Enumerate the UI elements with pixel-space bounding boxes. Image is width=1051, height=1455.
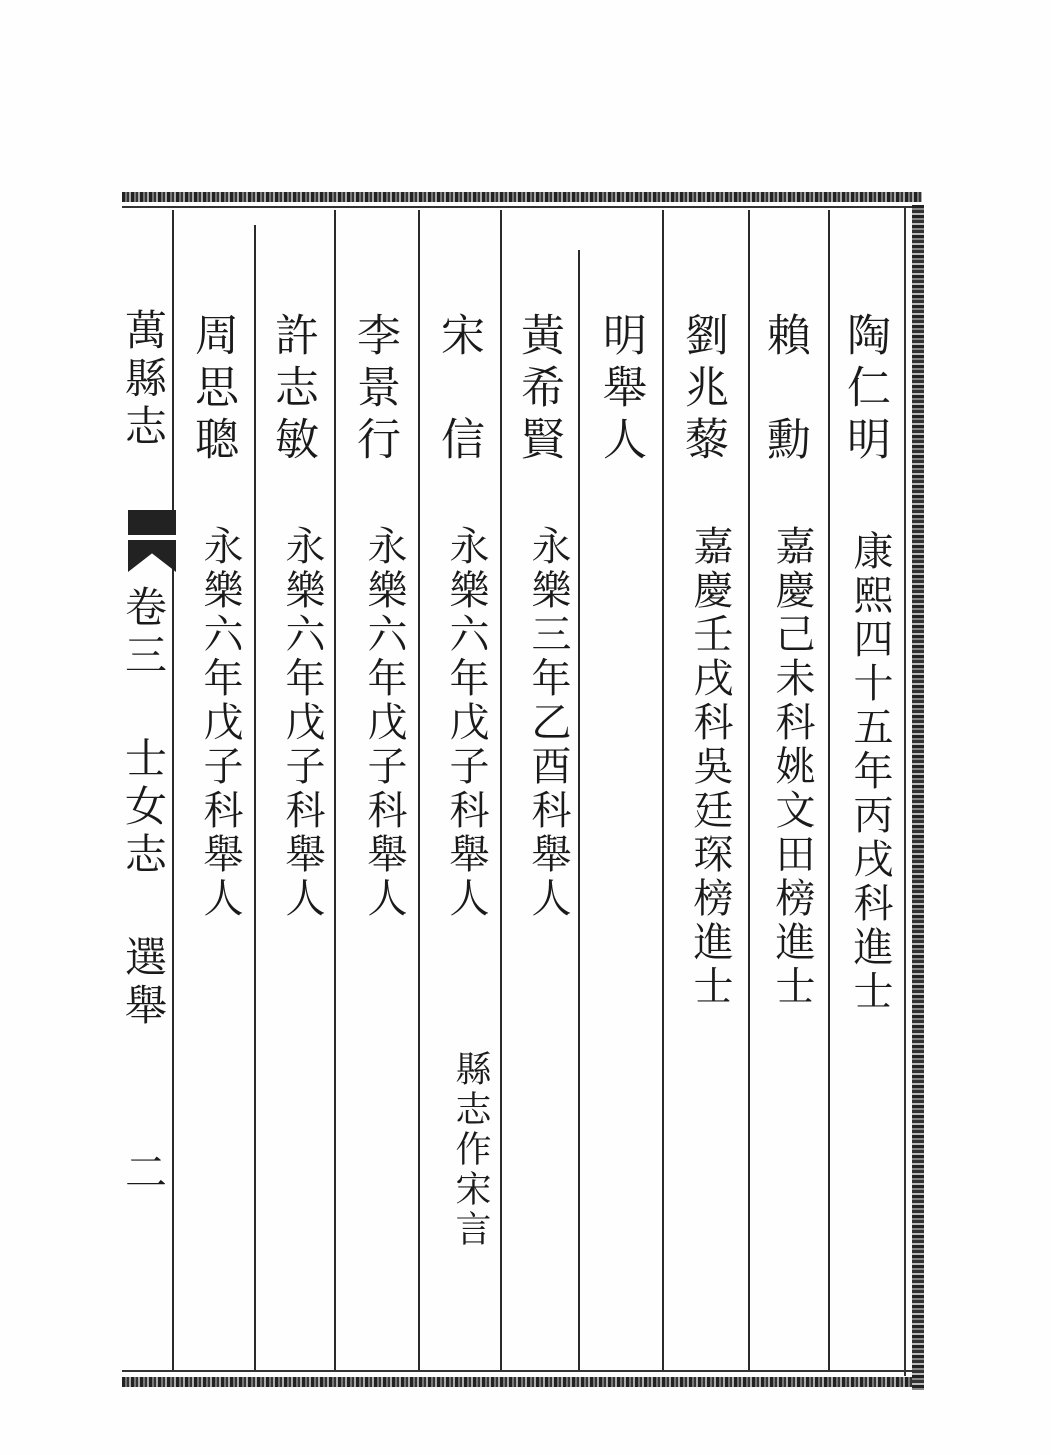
column-rule [578,250,580,1370]
margin-section: 卷三 士女志 選舉 [119,585,168,1031]
entry-name: 賴勳 [759,312,810,520]
entry-name: 陶仁明 [839,312,890,468]
margin-page-number: 二 [119,1150,168,1198]
entry-note: 永樂六年戊子科舉人 [443,525,489,921]
column-rule [334,210,336,1370]
entry-name: 李景行 [349,312,400,468]
frame-rule-bottom [122,1370,912,1372]
frame-rule-right [904,208,906,1376]
column-rule [500,210,502,1370]
column-rule [254,225,256,1370]
entry-note: 永樂六年戊子科舉人 [197,525,243,921]
entry-note: 永樂六年戊子科舉人 [361,525,407,921]
entry-note: 嘉慶己未科姚文田榜進士 [769,525,815,1009]
frame-border-top [122,192,922,202]
entry-name: 宋信 [433,312,484,520]
entry-name: 黃希賢 [513,312,564,468]
entry-note: 永樂三年乙酉科舉人 [525,525,571,921]
entry-name: 劉兆藜 [677,312,728,468]
entry-note: 康熙四十五年丙戌科進士 [847,530,893,1014]
entry-name: 許志敏 [267,312,318,468]
column-rule [662,210,664,1370]
entry-note: 永樂六年戊子科舉人 [279,525,325,921]
entry-subnote: 縣志作宋言 [450,1050,491,1250]
entry-note: 嘉慶壬戌科吳廷琛榜進士 [687,525,733,1009]
frame-border-right [912,205,924,1390]
column-rule [748,210,750,1370]
column-rule [172,210,174,1370]
entry-name: 周思聰 [187,312,238,468]
frame-border-bottom [122,1377,922,1387]
column-rule [828,210,830,1370]
margin-title: 萬縣志 [119,308,168,452]
frame-rule-top [122,206,912,208]
section-heading: 明舉人 [595,312,646,468]
column-rule [418,210,420,1370]
fish-tail-ornament [128,510,176,572]
